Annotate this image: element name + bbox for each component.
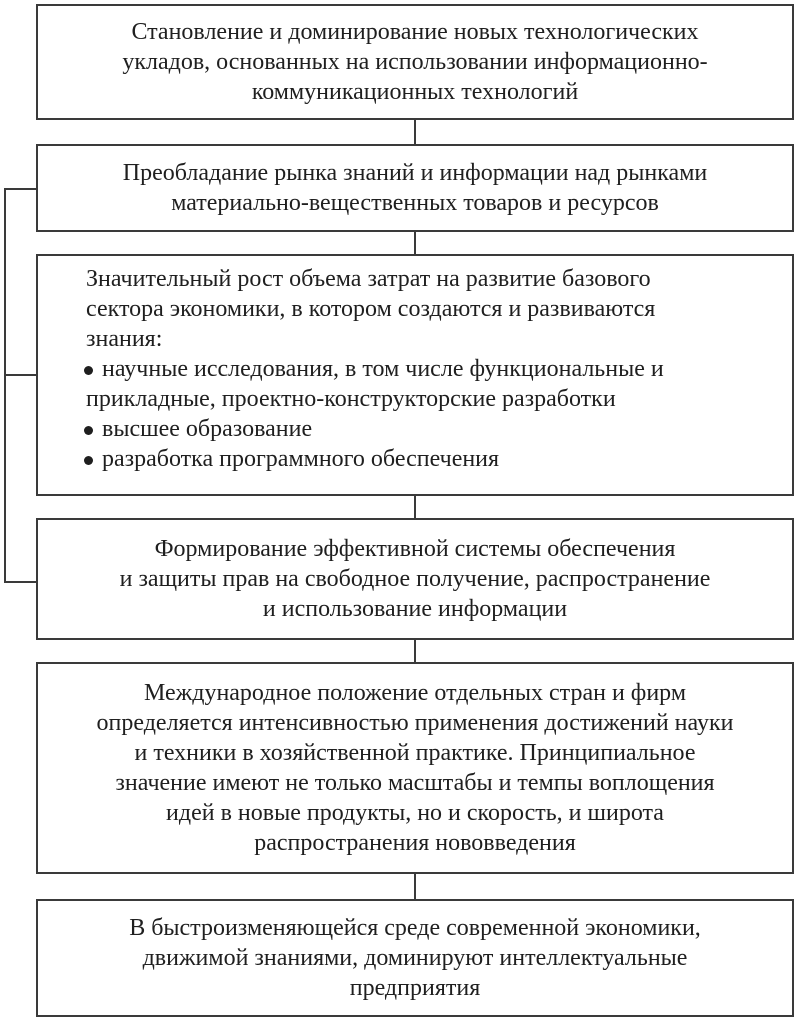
box-text-line: идей в новые продукты, но и скорость, и широта <box>166 800 664 826</box>
box-text-line: материально-вещественных товаров и ресурсов <box>171 190 659 216</box>
box-text-line: и использование информации <box>262 596 568 622</box>
flow-box-3 <box>36 254 794 496</box>
flow-box-1 <box>36 4 794 120</box>
box-text-line: прикладные, проектно-конструкторские разработки <box>86 386 616 412</box>
flow-box-2 <box>36 144 794 232</box>
side-bracket-branch-bottom <box>4 581 36 583</box>
bullet-item <box>86 444 792 474</box>
box-text-line: Значительный рост объема затрат на развитие базового <box>86 266 651 292</box>
side-bracket-branch-middle <box>4 374 36 376</box>
box-text-line: определяется интенсивностью применения достижений науки <box>96 710 734 736</box>
box-text-line: распространения нововведения <box>254 830 576 856</box>
box-text-line: движимой знаниями, доминируют интеллектуальные <box>142 945 688 971</box>
connector-2-3 <box>414 232 416 254</box>
bullet-item <box>86 354 792 384</box>
flow-box-4 <box>36 518 794 640</box>
connector-4-5 <box>414 640 416 662</box>
box-text-line: предприятия <box>349 975 481 1001</box>
box-text-line: укладов, основанных на использовании информационно- <box>122 49 708 75</box>
side-bracket-branch-top <box>4 188 36 190</box>
connector-1-2 <box>414 120 416 144</box>
bullet-icon <box>84 456 93 465</box>
box-text-line: Преобладание рынка знаний и информации над рынками <box>122 160 708 186</box>
bullet-icon <box>84 366 93 375</box>
box-text-line: значение имеют не только масштабы и темпы воплощения <box>115 770 715 796</box>
box-text-line: Международное положение отдельных стран и фирм <box>143 680 687 706</box>
box-text-line: сектора экономики, в котором создаются и развиваются <box>86 296 656 322</box>
box-text-line: и защиты прав на свободное получение, распространение <box>119 566 711 592</box>
bullet-icon <box>84 426 93 435</box>
flow-box-5 <box>36 662 794 874</box>
connector-5-6 <box>414 874 416 899</box>
box-text-line: Формирование эффективной системы обеспечения <box>154 536 676 562</box>
box-text-line: знания: <box>86 326 163 352</box>
connector-3-4 <box>414 496 416 518</box>
bullet-text: высшее образование <box>102 416 313 442</box>
bullet-text: научные исследования, в том числе функциональные и <box>102 356 664 382</box>
side-bracket-vertical <box>4 188 6 583</box>
box-text-line: В быстроизменяющейся среде современной экономики, <box>129 915 701 941</box>
box-text-line: и техники в хозяйственной практике. Принципиальное <box>134 740 696 766</box>
bullet-item <box>86 414 792 444</box>
box-text-line: Становление и доминирование новых технологических <box>131 19 699 45</box>
flow-box-6 <box>36 899 794 1017</box>
box-text-line: коммуникационных технологий <box>251 79 579 105</box>
bullet-text: разработка программного обеспечения <box>102 446 500 472</box>
